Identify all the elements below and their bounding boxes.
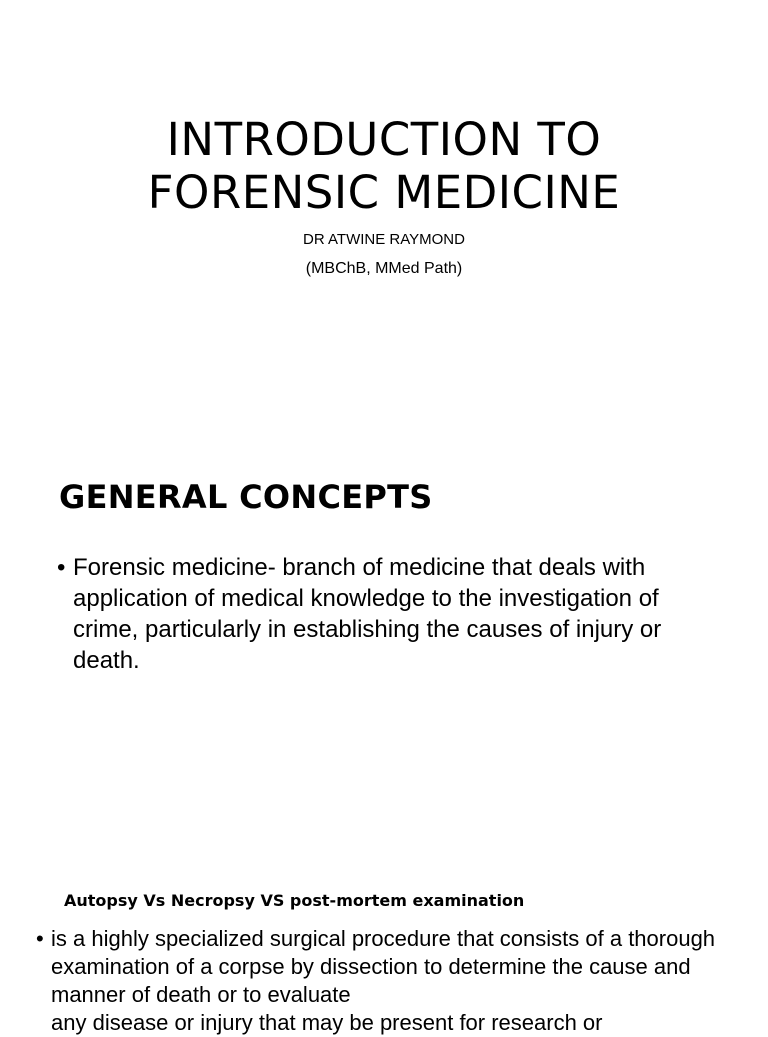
bullet-icon: • bbox=[57, 554, 66, 581]
bullet-icon: • bbox=[36, 926, 44, 951]
section-heading: GENERAL CONCEPTS bbox=[59, 478, 433, 516]
bullet-item bbox=[57, 552, 717, 676]
bullet-list bbox=[36, 925, 746, 1037]
bullet-text: Forensic medicine- branch of medicine that deals with application of medical knowledge to the investigation of crime, particularly in establishing the causes of injury or death. bbox=[73, 554, 662, 674]
concepts-slide bbox=[0, 450, 768, 850]
bullet-text: is a highly specialized surgical procedure that consists of a thorough examination of a corpse by dissection to determine the cause and manner of death or to evaluate bbox=[51, 926, 716, 1007]
slide-heading: Autopsy Vs Necropsy VS post-mortem examination bbox=[64, 891, 525, 910]
bullet-text-continued: any disease or injury that may be present for research or bbox=[51, 1010, 603, 1035]
title-line-1: INTRODUCTION TO bbox=[166, 113, 602, 166]
title-line-2: FORENSIC MEDICINE bbox=[147, 166, 621, 219]
title-slide bbox=[0, 0, 768, 430]
presentation-title bbox=[0, 113, 768, 219]
bullet-item bbox=[36, 925, 746, 1037]
bullet-list bbox=[57, 552, 717, 676]
autopsy-slide bbox=[0, 870, 768, 1035]
author-name: DR ATWINE RAYMOND bbox=[303, 231, 465, 248]
author-credentials: (MBChB, MMed Path) bbox=[305, 260, 463, 277]
